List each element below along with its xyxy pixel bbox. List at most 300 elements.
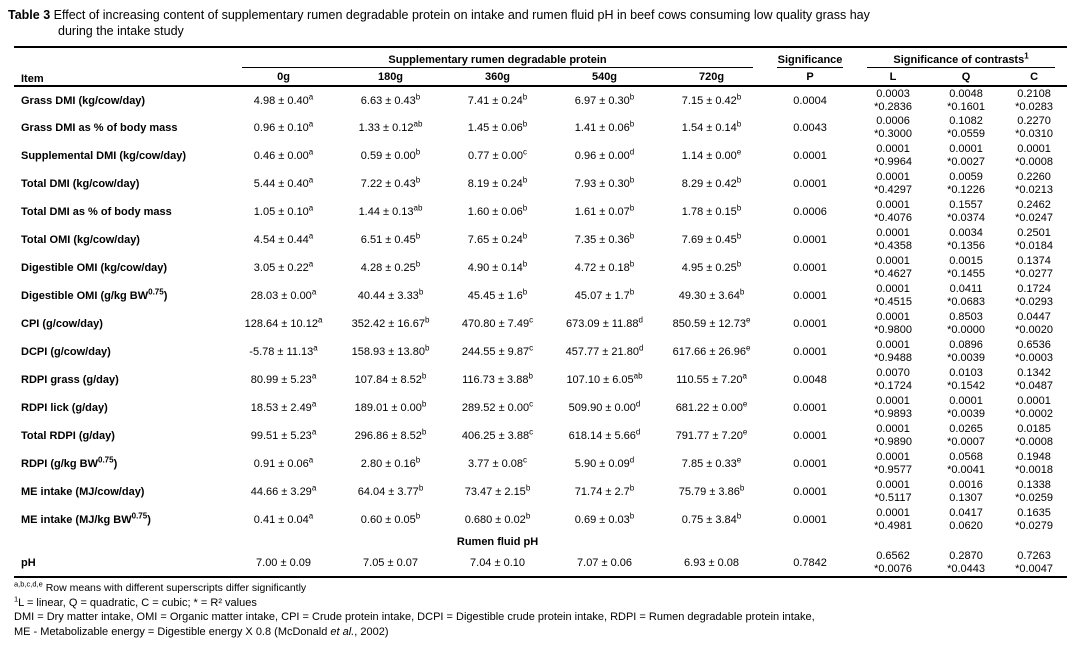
value-cell: 0.77 ± 0.00$^c$ <box>468 147 527 162</box>
superscript: b <box>736 175 742 185</box>
contrast-line1: 0.0001 <box>876 171 910 183</box>
contrast-line2: *0.0039 <box>947 408 985 420</box>
contrast-line2: *0.0213 <box>1015 184 1054 196</box>
superscript: b <box>418 287 424 297</box>
contrast-line2: *0.0310 <box>1015 128 1054 140</box>
contrast-line2: *0.0277 <box>1015 268 1054 280</box>
contrast-cell <box>931 450 1001 478</box>
table-row <box>14 338 1067 366</box>
row-label: Grass DMI (kg/cow/day) <box>21 94 146 107</box>
contrast-line2: *0.0374 <box>947 212 985 224</box>
table-row <box>14 310 1067 338</box>
contrast-line2: *0.0487 <box>1015 380 1054 392</box>
contrast-line1: 0.0015 <box>949 255 983 267</box>
contrast-line2: *0.0047 <box>1015 562 1054 575</box>
value-cell: 49.30 ± 3.64$^b$ <box>678 287 745 302</box>
ph-section-header: Rumen fluid pH <box>456 535 539 548</box>
superscript: b <box>528 371 533 381</box>
contrast-line1: 0.0034 <box>949 227 983 239</box>
contrast-line2: *0.5117 <box>874 492 912 504</box>
contrast-line2: *0.0020 <box>1015 324 1054 336</box>
contrast-cell <box>855 422 931 450</box>
table-header <box>14 47 1067 86</box>
value-cell: 7.41 ± 0.24$^b$ <box>467 91 528 107</box>
value-cell: 4.72 ± 0.18$^b$ <box>574 259 635 274</box>
value-cell: 7.00 ± 0.09 <box>230 549 337 577</box>
group-header-contrasts-footnote-marker: 1 <box>1024 51 1029 61</box>
p-value-cell: 0.0043 <box>793 122 827 134</box>
superscript: a <box>308 91 314 101</box>
col-header-c: C <box>1001 68 1067 86</box>
superscript: e <box>736 455 742 465</box>
p-value-cell: 0.0004 <box>793 94 827 107</box>
contrast-cell <box>855 114 931 142</box>
superscript: b <box>629 203 635 213</box>
contrast-cell <box>1001 366 1067 394</box>
contrast-cell <box>931 394 1001 422</box>
contrast-line2: *0.4515 <box>874 296 912 308</box>
value-cell: 128.64 ± 10.12$^a$ <box>244 315 323 330</box>
superscript: b <box>629 91 635 101</box>
contrast-cell <box>855 254 931 282</box>
superscript: b <box>629 231 635 241</box>
value-cell: 681.22 ± 0.00$^e$ <box>675 399 748 414</box>
superscript: b <box>629 483 635 493</box>
contrast-cell <box>855 170 931 198</box>
table-row <box>14 226 1067 254</box>
row-label: RDPI lick (g/day) <box>21 402 108 414</box>
value-cell: 28.03 ± 0.00$^a$ <box>250 287 317 302</box>
contrast-cell <box>855 549 931 577</box>
value-cell: 5.44 ± 0.40$^a$ <box>253 175 314 190</box>
value-cell: 6.51 ± 0.45$^b$ <box>360 231 421 246</box>
table-row <box>14 282 1067 310</box>
superscript: a <box>308 455 314 465</box>
value-cell: 509.90 ± 0.00$^d$ <box>568 399 641 414</box>
superscript: a <box>317 315 323 325</box>
value-cell: 0.41 ± 0.04$^a$ <box>253 511 314 526</box>
superscript: 0.75 <box>148 287 164 297</box>
value-cell: 8.19 ± 0.24$^b$ <box>467 175 528 190</box>
contrast-cell <box>1001 549 1067 577</box>
contrast-line1: 0.6562 <box>876 549 910 562</box>
table-caption-line2: during the intake study <box>58 24 184 38</box>
value-cell: 0.680 ± 0.02$^b$ <box>464 511 531 526</box>
contrast-line1: 0.0001 <box>876 199 910 211</box>
value-cell: 73.47 ± 2.15$^b$ <box>464 483 531 498</box>
superscript: b <box>415 231 421 241</box>
superscript: b <box>522 287 528 297</box>
contrast-line2: *0.1226 <box>947 184 985 196</box>
p-value-cell: 0.0001 <box>793 318 827 330</box>
contrast-cell <box>1001 338 1067 366</box>
value-cell: 0.75 ± 3.84$^b$ <box>681 511 742 526</box>
value-cell: 1.05 ± 0.10$^a$ <box>253 203 314 218</box>
contrast-line1: 0.0006 <box>876 115 910 127</box>
contrast-cell <box>1001 422 1067 450</box>
superscript: b <box>421 371 427 381</box>
contrast-line1: 0.2260 <box>1017 171 1051 183</box>
p-value-cell: 0.0048 <box>793 374 827 386</box>
contrast-cell <box>1001 282 1067 310</box>
contrast-line1: 0.0568 <box>949 451 983 463</box>
contrast-line1: 0.0001 <box>876 423 910 435</box>
superscript: e <box>742 427 748 437</box>
contrast-line2: *0.0076 <box>874 562 912 575</box>
contrast-line2: *0.4981 <box>874 520 912 532</box>
contrast-line1: 0.0185 <box>1017 423 1051 435</box>
contrast-line1: 0.2870 <box>949 549 983 562</box>
contrast-line2: *0.0559 <box>947 128 985 140</box>
contrast-line2: *0.1455 <box>947 268 985 280</box>
contrast-cell <box>855 338 931 366</box>
value-cell: 18.53 ± 2.49$^a$ <box>250 399 317 414</box>
superscript: e <box>742 399 748 409</box>
contrast-line1: 0.2270 <box>1017 115 1051 127</box>
contrast-line2: 0.1307 <box>949 492 983 504</box>
row-label: RDPI (g/kg $BW^{0.75}$) <box>21 455 118 470</box>
contrast-line1: 0.2462 <box>1017 199 1051 211</box>
superscript: a <box>308 119 314 129</box>
superscript: ab <box>633 371 643 381</box>
value-cell: 7.15 ± 0.42$^b$ <box>681 91 742 107</box>
table-row <box>14 549 1067 577</box>
footnotes <box>14 581 1067 639</box>
superscript: b <box>629 287 635 297</box>
superscript: a <box>311 483 317 493</box>
group-header-cell-significance <box>765 47 855 68</box>
contrast-line1: 0.7263 <box>1017 549 1051 562</box>
contrast-line2: *0.9800 <box>874 324 912 336</box>
superscript: a <box>742 371 747 381</box>
row-label: Digestible OMI (kg/cow/day) <box>21 262 168 274</box>
p-value-cell: 0.0001 <box>793 178 827 190</box>
superscript: b <box>739 287 745 297</box>
col-header-item: Item <box>14 47 230 86</box>
superscript: b <box>736 91 742 101</box>
value-cell: 1.33 ± 0.12$^{ab}$ <box>358 119 423 134</box>
contrast-line1: 0.0411 <box>949 283 983 295</box>
superscript: d <box>629 147 635 157</box>
footnote-me-post: , 2002) <box>354 625 389 638</box>
row-label: CPI (g/cow/day) <box>21 318 103 330</box>
row-label: pH <box>14 549 230 577</box>
value-cell: 1.41 ± 0.06$^b$ <box>574 119 635 134</box>
empty-cell <box>931 534 1001 549</box>
value-cell: 289.52 ± 0.00$^c$ <box>461 399 534 414</box>
value-cell: 791.77 ± 7.20$^e$ <box>675 427 748 442</box>
col-header-l: L <box>855 68 931 86</box>
value-cell: 4.54 ± 0.44$^a$ <box>253 231 314 246</box>
contrast-cell <box>1001 254 1067 282</box>
contrast-line1: 0.1342 <box>1017 367 1051 379</box>
contrast-line1: 0.1635 <box>1017 507 1051 519</box>
contrast-line1: 0.1338 <box>1017 479 1051 491</box>
value-cell: 4.28 ± 0.25$^b$ <box>360 259 421 274</box>
row-label: Grass DMI as % of body mass <box>21 122 178 134</box>
contrast-line2: *0.9893 <box>874 408 912 420</box>
contrast-cell <box>855 366 931 394</box>
col-header-180g: 180g <box>337 68 444 86</box>
contrast-line2: *0.0279 <box>1015 520 1054 532</box>
contrast-cell <box>931 86 1001 114</box>
superscript: b <box>522 175 528 185</box>
contrast-line2: *0.0259 <box>1015 492 1054 504</box>
superscript: b <box>424 315 430 325</box>
value-cell: 7.93 ± 0.30$^b$ <box>574 175 635 190</box>
contrast-line1: 0.1557 <box>949 199 983 211</box>
empty-cell <box>1001 534 1067 549</box>
contrast-cell <box>855 394 931 422</box>
group-header-cell-protein <box>230 47 765 68</box>
col-header-360g: 360g <box>444 68 551 86</box>
superscript: a <box>308 175 314 185</box>
value-cell: 107.10 ± 6.05$^{ab}$ <box>566 371 643 386</box>
value-cell: 71.74 ± 2.7$^b$ <box>574 483 635 498</box>
value-cell: 1.44 ± 0.13$^{ab}$ <box>358 203 423 218</box>
value-cell: 116.73 ± 3.88$^b$ <box>462 371 533 386</box>
superscript: d <box>638 315 643 325</box>
contrast-line1: 0.0048 <box>949 87 983 100</box>
superscript: a <box>313 343 318 353</box>
superscript: a <box>311 427 317 437</box>
contrast-cell <box>855 450 931 478</box>
superscript: e <box>745 343 751 353</box>
value-cell: 296.86 ± 8.52$^b$ <box>354 427 427 442</box>
contrast-line2: *0.0039 <box>947 352 985 364</box>
contrast-cell <box>931 338 1001 366</box>
superscript: e <box>736 147 742 157</box>
row-label: ME intake (MJ/cow/day) <box>21 486 145 498</box>
col-header-720g: 720g <box>658 68 765 86</box>
footnote-contrast-key-text: L = linear, Q = quadratic, C = cubic; * = R² values <box>18 596 257 609</box>
contrast-line2: *0.9890 <box>874 436 912 448</box>
contrast-line1: 0.0001 <box>876 143 910 155</box>
superscript: b <box>415 147 421 157</box>
value-cell: 5.90 ± 0.09$^d$ <box>574 455 635 470</box>
superscript: c <box>522 455 527 465</box>
superscript: a <box>308 259 314 269</box>
contrast-line2: *0.0018 <box>1015 464 1054 476</box>
contrast-line2: 0.0620 <box>949 520 983 532</box>
footnote-contrast-key-marker: 1 <box>14 593 19 603</box>
contrast-cell <box>855 282 931 310</box>
footnote-contrast-key <box>14 593 1067 611</box>
value-cell: 44.66 ± 3.29$^a$ <box>250 483 317 498</box>
value-cell: 244.55 ± 9.87$^c$ <box>461 343 534 358</box>
contrast-cell <box>855 226 931 254</box>
contrast-line1: 0.0265 <box>949 423 983 435</box>
superscript: a <box>308 147 314 157</box>
table-row <box>14 422 1067 450</box>
contrast-line1: 0.2501 <box>1017 227 1051 239</box>
footnote-me-text: ME - Metabolizable energy = Digestible energy X 0.8 (McDonald <box>14 625 331 638</box>
footnote-superscripts-text: Row means with different superscripts differ significantly <box>42 582 307 594</box>
table-caption-line1: Effect of increasing content of supplementary rumen degradable protein on intake and rumen fluid pH in beef cows consuming low quality grass hay <box>53 8 870 22</box>
value-cell: 64.04 ± 3.77$^b$ <box>357 483 424 498</box>
contrast-line1: 0.0001 <box>949 143 983 155</box>
value-cell: 80.99 ± 5.23$^a$ <box>250 371 317 386</box>
contrast-line2: *0.0008 <box>1015 156 1054 168</box>
value-cell: 7.07 ± 0.06 <box>551 549 658 577</box>
value-cell: 1.54 ± 0.14$^b$ <box>681 119 742 134</box>
contrast-cell <box>855 86 931 114</box>
contrast-line1: 0.6536 <box>1017 339 1051 351</box>
superscript: b <box>736 203 742 213</box>
p-value-cell: 0.0001 <box>793 402 827 414</box>
superscript: b <box>739 483 745 493</box>
contrast-line2: *0.4627 <box>874 268 912 280</box>
p-value-cell: 0.0001 <box>793 458 827 470</box>
table-row <box>14 506 1067 534</box>
value-cell: 7.35 ± 0.36$^b$ <box>574 231 635 246</box>
contrast-line2: *0.0247 <box>1015 212 1054 224</box>
superscript: b <box>421 399 427 409</box>
superscript: b <box>415 455 421 465</box>
value-cell: 0.46 ± 0.00$^a$ <box>253 147 314 162</box>
contrast-cell <box>1001 310 1067 338</box>
value-cell: 6.93 ± 0.08 <box>658 549 765 577</box>
value-cell: 3.05 ± 0.22$^a$ <box>253 259 314 274</box>
ph-section-row <box>14 534 1067 549</box>
contrast-line1: 0.1082 <box>949 115 983 127</box>
value-cell: 1.61 ± 0.07$^b$ <box>574 203 635 218</box>
superscript: b <box>629 259 635 269</box>
contrast-cell <box>1001 198 1067 226</box>
value-cell: 7.85 ± 0.33$^e$ <box>681 455 742 470</box>
contrast-cell <box>1001 226 1067 254</box>
contrast-cell <box>931 226 1001 254</box>
empty-cell <box>14 534 230 549</box>
contrast-line2: *0.0027 <box>947 156 985 168</box>
footnote-superscripts-marker: a,b,c,d,e <box>14 579 43 589</box>
row-label: Total OMI (kg/cow/day) <box>21 234 140 246</box>
table-row <box>14 394 1067 422</box>
superscript: d <box>635 427 641 437</box>
contrast-cell <box>1001 478 1067 506</box>
row-label: ME intake (MJ/kg $BW^{0.75}$) <box>21 511 151 526</box>
p-value-cell: 0.0001 <box>793 346 827 358</box>
value-cell: 0.60 ± 0.05$^b$ <box>360 511 421 526</box>
contrast-line1: 0.1948 <box>1017 451 1051 463</box>
superscript: b <box>525 483 531 493</box>
superscript: b <box>415 259 421 269</box>
contrast-line1: 0.0001 <box>1017 143 1051 155</box>
contrast-cell <box>1001 142 1067 170</box>
value-cell: 0.96 ± 0.00$^d$ <box>574 147 635 162</box>
table-row <box>14 170 1067 198</box>
contrast-line2: *0.4297 <box>874 184 912 196</box>
value-cell: 1.45 ± 0.06$^b$ <box>467 119 528 134</box>
col-header-p: P <box>765 68 855 86</box>
superscript: 0.75 <box>98 455 114 465</box>
empty-cell <box>765 534 855 549</box>
contrast-line2: *0.0283 <box>1015 100 1054 113</box>
superscript: a <box>311 371 317 381</box>
footnote-superscripts <box>14 581 1067 596</box>
contrast-line2: *0.1356 <box>947 240 985 252</box>
value-cell: 7.65 ± 0.24$^b$ <box>467 231 528 246</box>
value-cell: 457.77 ± 21.80$^d$ <box>565 343 644 358</box>
superscript: c <box>522 147 527 157</box>
contrast-cell <box>1001 506 1067 534</box>
superscript: c <box>529 399 534 409</box>
contrast-line2: *0.0041 <box>947 464 985 476</box>
value-cell: 189.01 ± 0.00$^b$ <box>354 399 427 414</box>
contrast-line2: *0.4076 <box>874 212 912 224</box>
contrast-cell <box>1001 86 1067 114</box>
contrast-line1: 0.0001 <box>876 283 910 295</box>
value-cell: 673.09 ± 11.88$^d$ <box>566 315 643 330</box>
contrast-line2: *0.0003 <box>1015 352 1054 364</box>
contrast-line1: 0.0070 <box>876 367 910 379</box>
superscript: b <box>418 483 424 493</box>
contrast-cell <box>931 254 1001 282</box>
value-cell: 4.90 ± 0.14$^b$ <box>467 259 528 274</box>
value-cell: 1.60 ± 0.06$^b$ <box>467 203 528 218</box>
group-header-contrasts <box>867 51 1055 68</box>
table-row <box>14 114 1067 142</box>
footnote-me-definition <box>14 625 1067 640</box>
contrast-line1: 0.1724 <box>1017 283 1051 295</box>
contrast-line2: *0.1542 <box>947 380 985 392</box>
value-cell: 3.77 ± 0.08$^c$ <box>468 455 527 470</box>
contrast-line2: *0.0293 <box>1015 296 1054 308</box>
superscript: b <box>629 511 635 521</box>
contrast-line1: 0.0896 <box>949 339 983 351</box>
contrast-line1: 0.0001 <box>876 311 910 323</box>
superscript: b <box>629 175 635 185</box>
table-row <box>14 450 1067 478</box>
footnote-abbreviations-text: DMI = Dry matter intake, OMI = Organic matter intake, CPI = Crude protein intake, DCPI = Digestible crude protein intake, RDPI = Rumen degradable protein intake, <box>14 611 815 623</box>
table-number: Table 3 <box>8 8 51 22</box>
contrast-line1: 0.0001 <box>949 395 983 407</box>
superscript: 0.75 <box>131 511 148 521</box>
value-cell: 99.51 ± 5.23$^a$ <box>250 427 317 442</box>
superscript: a <box>308 203 314 213</box>
superscript: b <box>736 259 742 269</box>
row-label: DCPI (g/cow/day) <box>21 346 111 358</box>
contrast-cell <box>931 310 1001 338</box>
contrast-cell <box>855 310 931 338</box>
value-cell: 1.14 ± 0.00$^e$ <box>681 147 742 162</box>
p-value-cell: 0.0001 <box>793 150 827 162</box>
group-header-contrasts-text: Significance of contrasts <box>893 54 1025 66</box>
table-row <box>14 86 1067 114</box>
row-label: Digestible OMI (g/kg $BW^{0.75}$) <box>21 287 168 302</box>
superscript: b <box>736 511 742 521</box>
contrast-line2: *0.9488 <box>874 352 912 364</box>
contrast-line2: *0.0443 <box>947 562 985 575</box>
contrast-cell <box>855 142 931 170</box>
data-table <box>14 46 1067 578</box>
value-cell: 158.93 ± 13.80$^b$ <box>351 343 430 358</box>
value-cell: 617.66 ± 26.96$^e$ <box>672 343 751 358</box>
table-row <box>14 254 1067 282</box>
superscript: c <box>529 315 534 325</box>
contrast-cell <box>931 506 1001 534</box>
p-value-cell: 0.0001 <box>793 234 827 246</box>
superscript: b <box>415 511 421 521</box>
superscript: b <box>415 175 421 185</box>
contrast-line1: 0.0001 <box>876 227 910 239</box>
superscript: d <box>629 455 635 465</box>
contrast-line1: 0.0103 <box>949 367 983 379</box>
contrast-cell <box>931 170 1001 198</box>
contrast-cell <box>931 422 1001 450</box>
superscript: c <box>529 427 534 437</box>
value-cell: 0.59 ± 0.00$^b$ <box>360 147 421 162</box>
